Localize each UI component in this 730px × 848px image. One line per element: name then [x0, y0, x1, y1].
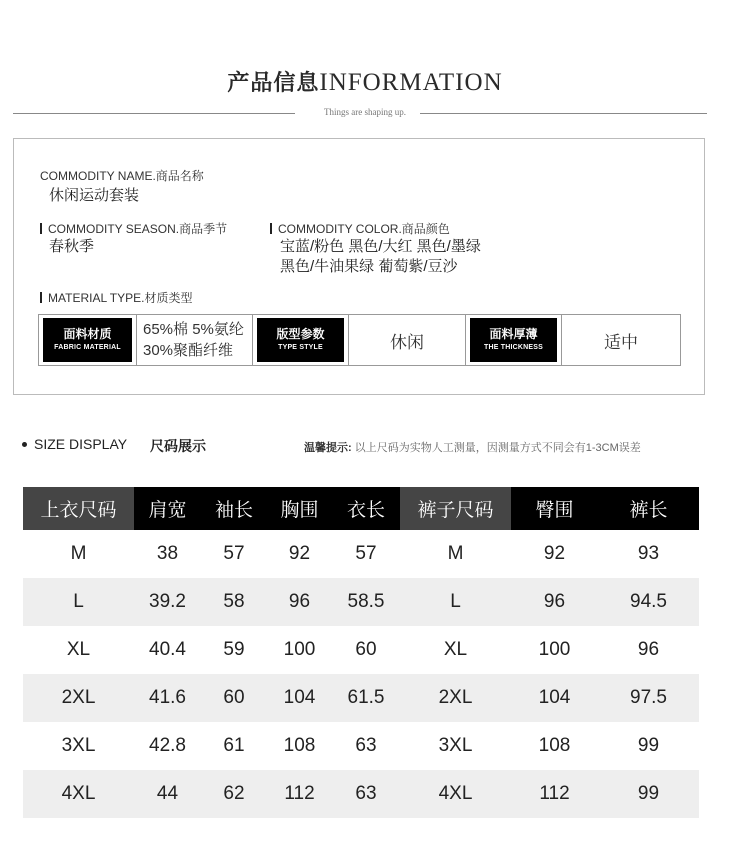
header-pants-length: 裤长: [598, 487, 699, 530]
bullet-bar: [40, 223, 42, 234]
table-cell: 58: [201, 578, 267, 626]
material-label: MATERIAL TYPE.材质类型: [48, 291, 193, 305]
bullet-dot-icon: [22, 442, 27, 447]
header-hip: 臀围: [511, 487, 598, 530]
fabric-badge: [43, 318, 132, 362]
page-subtitle: Things are shaping up.: [324, 107, 406, 117]
table-cell: 96: [267, 578, 332, 626]
thickness-badge-cell: [466, 315, 562, 365]
fabric-value-line1: 65%棉 5%氨纶: [143, 321, 244, 338]
table-cell: 92: [288, 543, 311, 564]
table-row: [23, 626, 699, 674]
size-display-header: [0, 436, 730, 456]
information-header: [0, 60, 730, 120]
divider-right: [420, 113, 707, 114]
table-cell: 60: [355, 639, 377, 660]
type-badge-cell: [253, 315, 349, 365]
season-label: COMMODITY SEASON.商品季节: [48, 222, 228, 236]
table-cell: 60: [201, 674, 267, 722]
table-header-row: [23, 487, 699, 530]
table-cell: 112: [267, 770, 332, 818]
size-title-en: SIZE DISPLAY: [34, 436, 128, 452]
name-value: 休闲运动套装: [49, 187, 140, 204]
table-cell: 42.8: [149, 735, 186, 756]
name-label: COMMODITY NAME.商品名称: [40, 169, 204, 183]
table-cell: L: [23, 578, 134, 626]
table-cell: 38: [156, 543, 179, 564]
table-cell: 44: [134, 770, 201, 818]
table-cell: 104: [267, 674, 332, 722]
table-cell: 100: [538, 639, 571, 660]
table-cell: 99: [637, 735, 660, 756]
table-cell: M: [447, 543, 464, 564]
page-title: [0, 66, 730, 97]
table-cell: XL: [443, 639, 468, 660]
fabric-value-cell: [137, 315, 253, 365]
fabric-value-line2: 30%聚酯纤维: [143, 342, 234, 359]
tip-label: 温馨提示:: [304, 442, 352, 454]
season-value: 春秋季: [49, 238, 95, 255]
table-cell: 63: [332, 770, 400, 818]
bullet-bar: [40, 292, 42, 303]
fabric-value: [137, 319, 244, 361]
color-label-wrap: [270, 220, 450, 237]
fabric-badge-cn: 面料材质: [63, 327, 112, 341]
table-cell: 40.4: [149, 639, 186, 660]
table-cell: 92: [543, 543, 566, 564]
material-row: [38, 314, 681, 366]
table-cell: 4XL: [400, 770, 511, 818]
table-cell: 58.5: [332, 578, 400, 626]
title-en: INFORMATION: [319, 69, 503, 96]
header-sleeve: 袖长: [201, 487, 267, 530]
table-cell: 104: [511, 674, 598, 722]
table-cell: 3XL: [438, 735, 473, 756]
thickness-badge: [470, 318, 557, 362]
header-top-size: 上衣尺码: [23, 487, 134, 530]
table-row: [23, 578, 699, 626]
table-cell: 100: [283, 639, 316, 660]
product-info-box: [13, 138, 705, 395]
bullet-bar: [270, 223, 272, 234]
table-cell: 93: [637, 543, 660, 564]
type-badge: [257, 318, 344, 362]
table-cell: 2XL: [23, 674, 134, 722]
table-row: [23, 530, 699, 578]
table-cell: 99: [598, 770, 699, 818]
color-value-line1: 宝蓝/粉色 黑色/大红 黑色/墨绿: [280, 238, 481, 255]
table-row: [23, 674, 699, 722]
size-table: [23, 487, 699, 818]
thickness-badge-en: THE THICKNESS: [484, 344, 543, 351]
table-cell: 94.5: [598, 578, 699, 626]
table-cell: 96: [637, 639, 660, 660]
type-badge-en: TYPE STYLE: [278, 344, 323, 351]
table-row: [23, 770, 699, 818]
table-cell: 57: [355, 543, 377, 564]
table-cell: 4XL: [23, 770, 134, 818]
color-label: COMMODITY COLOR.商品颜色: [278, 222, 450, 236]
table-cell: 108: [283, 735, 316, 756]
thickness-value: 适中: [604, 332, 638, 352]
material-label-wrap: [40, 289, 192, 306]
table-cell: 61: [223, 735, 245, 756]
table-cell: 97.5: [598, 674, 699, 722]
table-cell: 108: [538, 735, 571, 756]
table-cell: 2XL: [400, 674, 511, 722]
size-tip: [304, 439, 641, 455]
table-cell: 59: [223, 639, 245, 660]
header-shoulder: 肩宽: [134, 487, 201, 530]
table-cell: 61.5: [332, 674, 400, 722]
table-cell: L: [400, 578, 511, 626]
fabric-badge-en: FABRIC MATERIAL: [54, 344, 121, 351]
header-pants-size: 裤子尺码: [400, 487, 511, 530]
table-row: [23, 722, 699, 770]
type-value: 休闲: [349, 315, 466, 365]
size-title-cn: 尺码展示: [150, 438, 206, 454]
table-cell: 41.6: [134, 674, 201, 722]
season-label-wrap: [40, 220, 227, 237]
type-badge-cn: 版型参数: [276, 327, 325, 341]
title-cn: 产品信息: [227, 70, 320, 96]
table-cell: 63: [355, 735, 377, 756]
table-cell: 112: [511, 770, 598, 818]
table-cell: 57: [223, 543, 245, 564]
table-cell: 96: [511, 578, 598, 626]
table-cell: XL: [66, 639, 91, 660]
color-value-line2: 黑色/牛油果绿 葡萄紫/豆沙: [280, 258, 458, 275]
table-cell: 62: [201, 770, 267, 818]
fabric-badge-cell: [39, 315, 137, 365]
tip-text: 以上尺码为实物人工测量，因测量方式不同会有1-3CM误差: [354, 442, 641, 454]
table-cell: 39.2: [134, 578, 201, 626]
header-chest: 胸围: [267, 487, 332, 530]
table-cell: M: [70, 543, 87, 564]
thickness-badge-cn: 面料厚薄: [489, 327, 538, 341]
header-length: 衣长: [332, 487, 400, 530]
table-cell: 3XL: [61, 735, 96, 756]
